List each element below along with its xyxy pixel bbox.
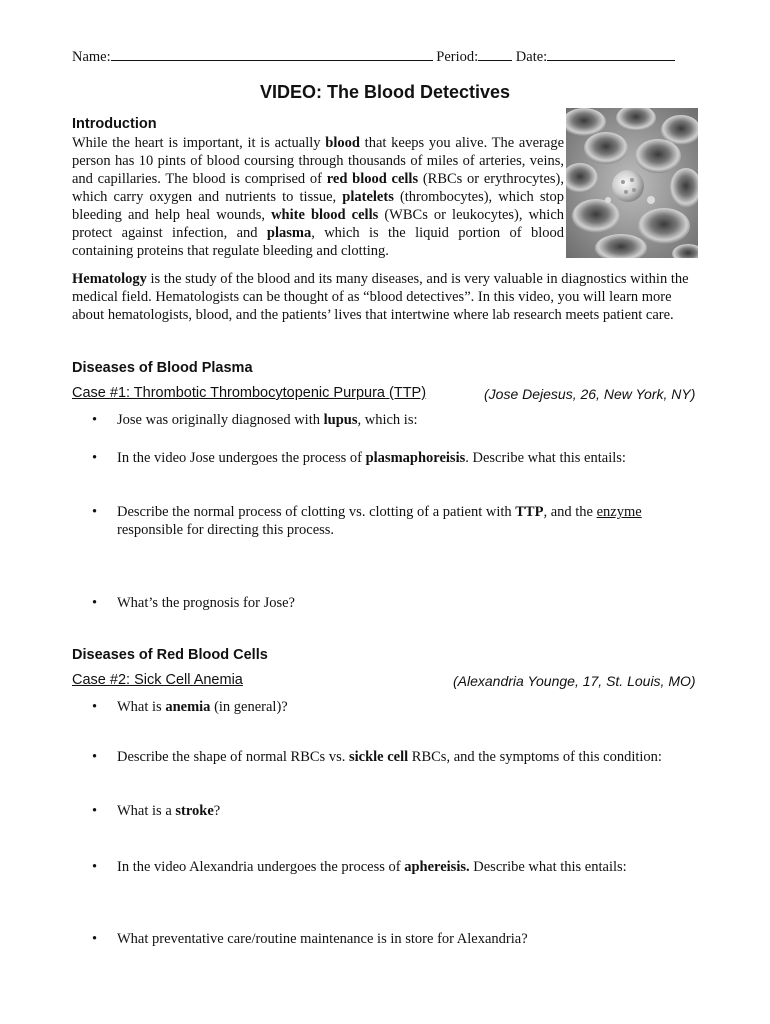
intro-heading: Introduction [72,116,157,132]
intro-text-4: (thrombocytes), which stop bleeding and help heal wounds, [72,189,564,223]
header-line [72,46,702,66]
q-bold: sickle cell [348,749,409,765]
hematology-text: is the study of the blood and its many diseases, and is very valuable in diagnostics within the medical field. Hematologists can be thought of as “blood detectives”. In this video, you will learn more about hematologists, blood, and the patients’ lives that intertwine where lab research meets patient care. [72,271,689,323]
hematology-bold: Hematology [72,271,147,287]
case2-question-5 [92,930,702,948]
intro-bold-platelets: platelets [342,189,394,205]
intro-text-3: (RBCs or erythrocytes), which carry oxygen and nutrients to tissue, [72,171,564,205]
q-text: Describe what this entails: [469,859,627,875]
case1-question-4 [92,594,702,612]
q-text: What preventative care/routine maintenance is in store for Alexandria? [117,931,528,947]
q-text: (in general)? [210,699,288,715]
q-text: , and the [543,504,597,520]
case2-title: Case #2: Sick Cell Anemia [72,672,243,688]
q-bold: anemia [165,699,211,715]
blood-cells-illustration [566,108,698,258]
case2-question-1 [92,698,702,716]
intro-text-2: that keeps you alive. The average person has 10 pints of blood coursing through thousands of miles of arteries, veins, and capillaries. The blood is comprised of [72,135,565,187]
q-text: RBCs, and the symptoms of this condition: [408,749,662,765]
bullet-icon: • [92,859,98,875]
intro-text-6: , which is the liquid portion of blood containing proteins that regulate bleeding and clotting. [72,225,564,259]
intro-text-5: (WBCs or leukocytes), which protect against infection, and [72,207,565,241]
q-bold: aphereisis. [404,859,470,875]
name-label: Name: [72,49,111,65]
case2-question-3 [92,802,702,820]
q-text: What is a [117,803,176,819]
q-text: Describe the shape of normal RBCs vs. [117,749,349,765]
bullet-icon: • [92,450,98,466]
intro-paragraph [72,134,564,260]
blood-cells-image [566,108,698,258]
bullet-icon: • [92,412,98,428]
case2-question-4 [92,858,702,876]
date-blank[interactable] [547,46,675,61]
case1-title: Case #1: Thrombotic Thrombocytopenic Purpura (TTP) [72,385,427,401]
q-text: Jose was originally diagnosed with [117,412,324,428]
q-text: ? [213,803,221,819]
case1-question-3 [92,503,702,539]
q-text: responsible for directing this process. [117,522,335,538]
bullet-icon: • [92,595,98,611]
q-text: In the video Jose undergoes the process of [117,450,366,466]
period-label: Period: [436,49,479,65]
case1-question-1 [92,411,702,429]
case2-question-2 [92,748,702,766]
date-label: Date: [515,49,548,65]
q-bold: TTP [515,504,544,520]
intro-bold-blood: blood [325,135,360,151]
period-blank[interactable] [478,46,512,61]
bullet-icon: • [92,749,98,765]
q-bold: plasmaphoreisis [365,450,466,466]
hematology-paragraph [72,270,702,324]
case2-meta: (Alexandria Younge, 17, St. Louis, MO) [453,673,696,689]
intro-bold-plasma: plasma [266,225,312,241]
q-text: . Describe what this entails: [465,450,626,466]
bullet-icon: • [92,699,98,715]
intro-text-1: While the heart is important, it is actually [72,135,326,151]
bullet-icon: • [92,504,98,520]
q-bold: stroke [175,803,214,819]
intro-bold-rbc: red blood cells [326,171,419,187]
name-blank[interactable] [111,46,433,61]
section2-heading: Diseases of Red Blood Cells [72,647,268,663]
page-title: VIDEO: The Blood Detectives [259,82,511,102]
q-text: What is [117,699,166,715]
q-underline: enzyme [596,504,642,520]
q-text: In the video Alexandria undergoes the process of [117,859,405,875]
case1-meta: (Jose Dejesus, 26, New York, NY) [484,386,696,402]
bullet-icon: • [92,803,98,819]
case1-question-2 [92,449,702,467]
q-bold: lupus [323,412,358,428]
q-text: Describe the normal process of clotting vs. clotting of a patient with [117,504,516,520]
q-text: What’s the prognosis for Jose? [117,595,295,611]
q-text: , which is: [357,412,418,428]
section1-heading: Diseases of Blood Plasma [72,360,253,376]
intro-bold-wbc: white blood cells [271,207,379,223]
bullet-icon: • [92,931,98,947]
